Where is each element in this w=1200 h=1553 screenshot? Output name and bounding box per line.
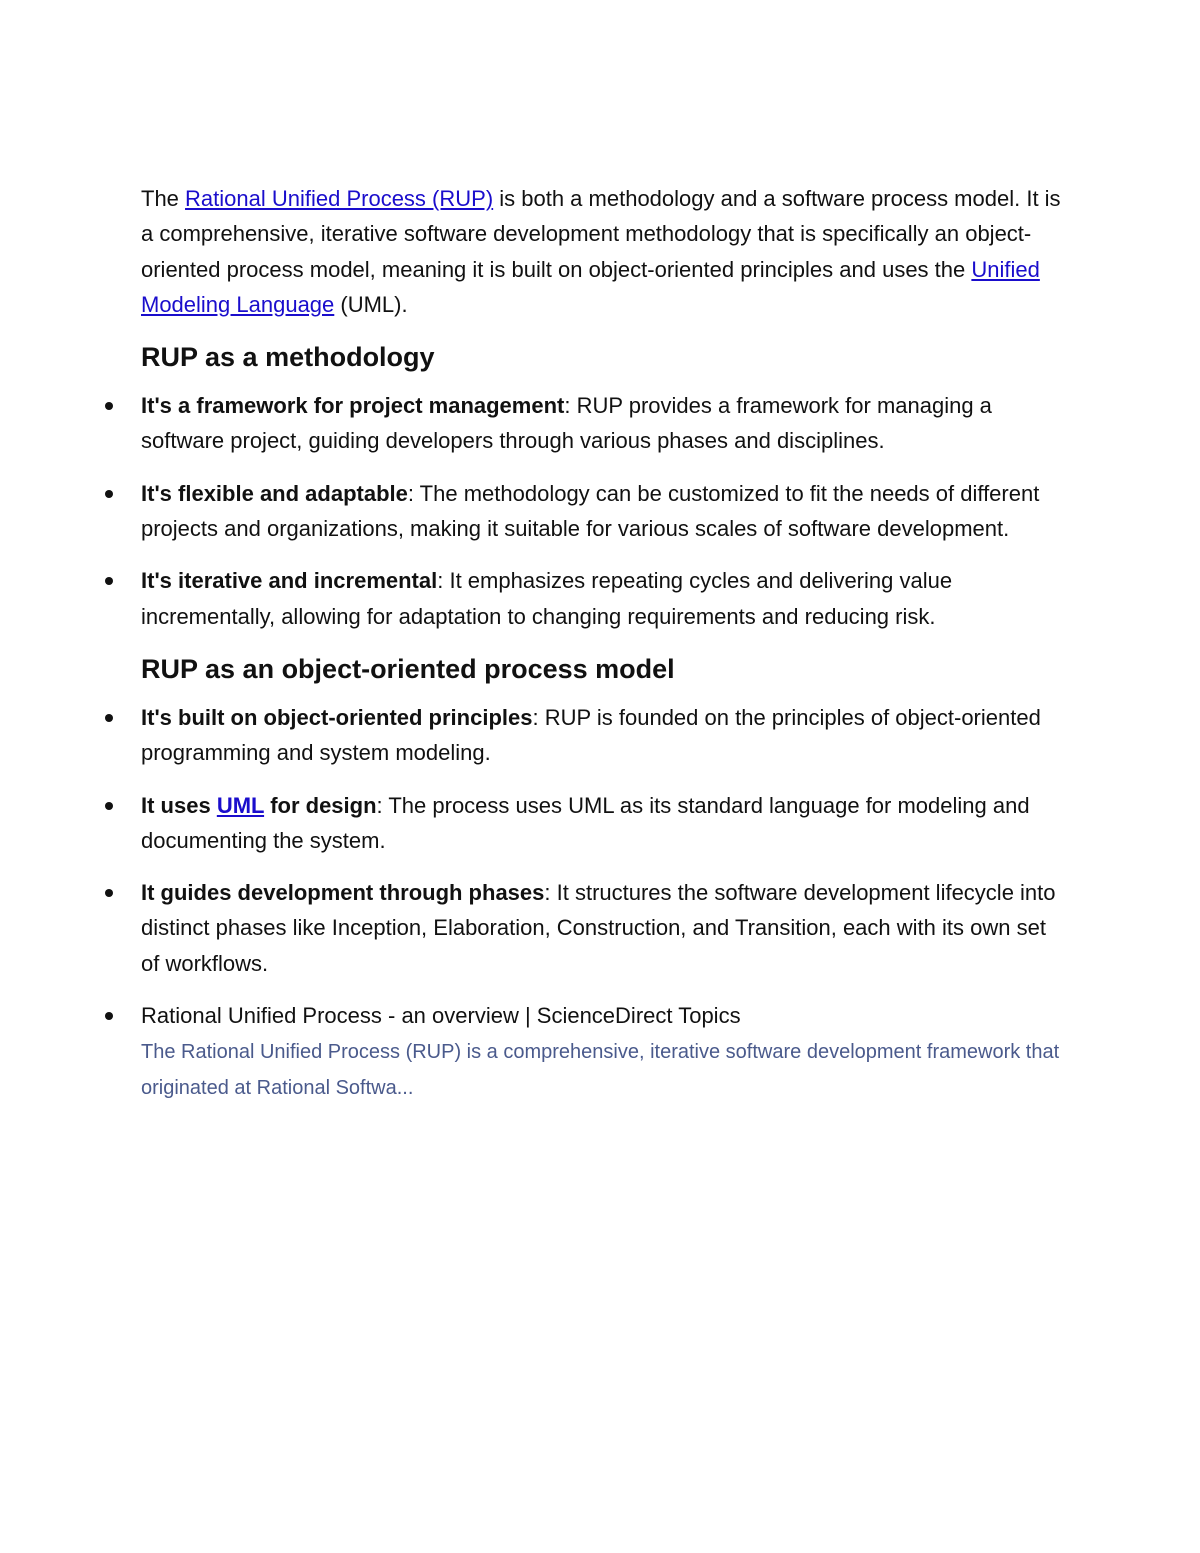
source-list-item [141, 998, 1061, 1106]
list-item [141, 388, 1061, 459]
section-heading-object-oriented: RUP as an object-oriented process model [141, 653, 675, 684]
item-term: It's built on object-oriented principles [141, 704, 533, 730]
item-term: It's a framework for project management [141, 393, 565, 419]
item-text: : The methodology can be customized to fit the needs of different projects and organizations, making it suitable for various scales of software development. [141, 480, 1040, 542]
item-text: : The process uses UML as its standard language for modeling and documenting the system. [141, 792, 1030, 853]
source-title: Rational Unified Process - an overview | ScienceDirect Topics [141, 1003, 741, 1029]
section-heading-methodology: RUP as a methodology [141, 342, 435, 373]
list-item [141, 788, 1061, 859]
rup-link[interactable]: Rational Unified Process (RUP) [185, 186, 494, 211]
list-item [141, 563, 1061, 634]
intro-prefix: The [141, 186, 186, 211]
item-text: : It emphasizes repeating cycles and delivering value incrementally, allowing for adaptation to changing requirements and reducing risk. [141, 568, 953, 629]
item-term: It's iterative and incremental [141, 568, 438, 594]
list-item [141, 476, 1061, 547]
item-term-prefix: It uses [141, 792, 217, 818]
document-content [141, 181, 1061, 1106]
list-item [141, 875, 1061, 981]
methodology-list [141, 388, 1061, 634]
item-text: : It structures the software development lifecycle into distinct phases like Inception, Elaboration, Construction, and Transition, each with its own set of workflows. [141, 880, 1056, 976]
item-text: : RUP provides a framework for managing a software project, guiding developers through various phases and disciplines. [141, 393, 992, 454]
intro-middle: is both a methodology and a software process model. It is a comprehensive, iterative software development methodology that is specifically an object-oriented process model, meaning it is built on object-oriented principles and uses the [141, 186, 1061, 282]
object-oriented-list [141, 700, 1061, 1106]
intro-paragraph [141, 181, 1061, 322]
uml-link[interactable]: Unified Modeling Language [141, 256, 1040, 317]
item-term-suffix: for design [264, 792, 377, 818]
uml-design-link[interactable]: UML [216, 792, 265, 818]
source-snippet: The Rational Unified Process (RUP) is a comprehensive, iterative software development framework that originated at Rational Softwa... [141, 1041, 1060, 1099]
item-term: It's flexible and adaptable [141, 480, 408, 506]
item-term [141, 793, 377, 818]
list-item [141, 700, 1061, 771]
item-term: It guides development through phases [141, 880, 545, 906]
item-text: : RUP is founded on the principles of object-oriented programming and system modeling. [141, 704, 1041, 766]
intro-suffix: (UML). [334, 291, 408, 317]
